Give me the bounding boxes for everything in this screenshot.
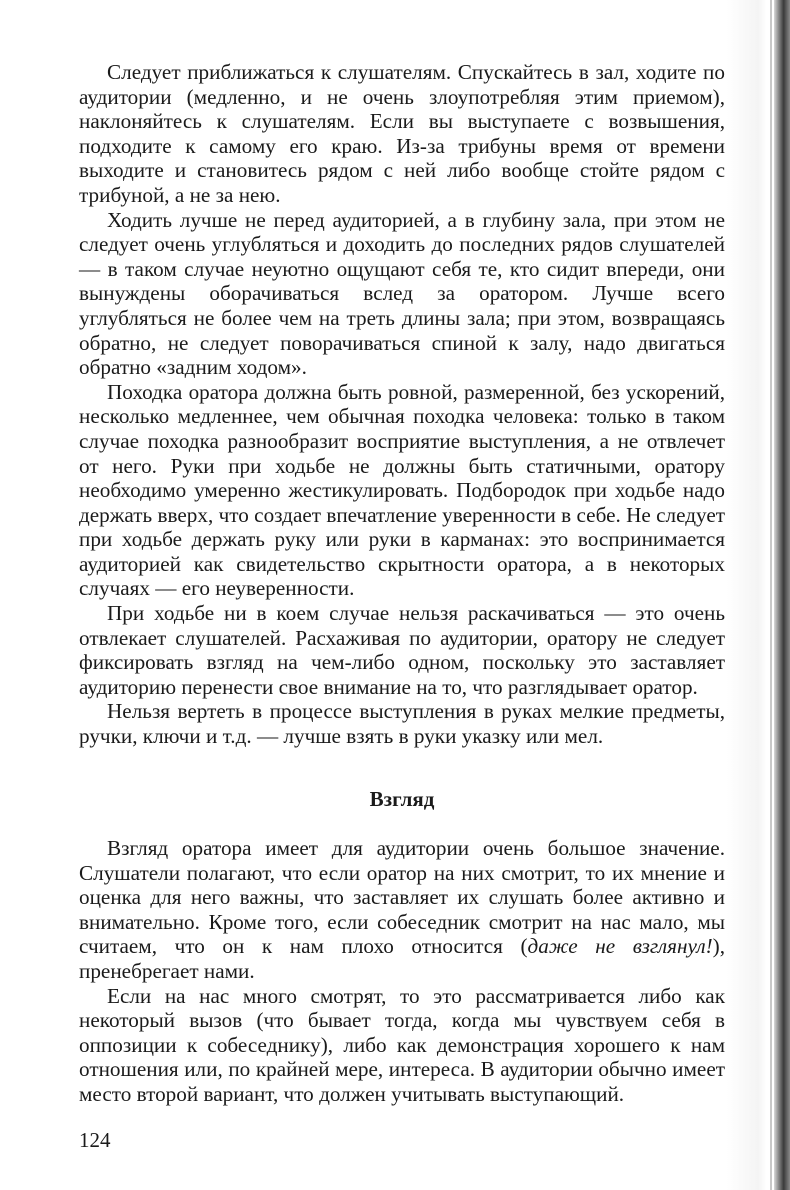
page-number: 124 [79,1128,111,1152]
section-heading: Взгляд [369,787,435,811]
body-text-section-2 [79,836,725,1107]
body-text-section-1 [79,60,725,749]
paragraph-text: Взгляд оратора имеет для аудитории очень большое значение. Слушатели полагают, что если оратор на них смотрит, то их мнение и оценка для него важны, что заставляет их слушать более активно и внимательно. Кроме того, если собеседник смотрит на нас мало, мы считаем, что он к нам плохо относится ( [79,836,725,959]
paragraph-text-tail: ), пренебрегает нами. [79,934,725,983]
paragraph: Походка оратора должна быть ровной, размеренной, без ускорений, несколько медленнее, чем обычная походка человека: только в таком случае походка разнообразит восприятие выступления, а не отвлечет от него. Руки при ходьбе не должны быть статичными, оратору необходимо умеренно жестикулировать. Подбородок при ходьбе надо держать вверх, что создает впечатление уверенности в себе. Не следует при ходьбе держать руку или руки в карманах: это воспринимается аудиторией как свидетельство скрытности оратора, а в некоторых случаях — его неуверенности. [79,379,725,601]
paragraph [79,836,725,984]
page-binding-shadow [774,0,790,1190]
page-binding-edge [770,0,772,1190]
paragraph: Если на нас много смотрят, то это рассматривается либо как некоторый вызов (что бывает тогда, когда мы чувствуем себя в оппозиции к собеседнику), либо как демонстрация хорошего к нам отношения или, по крайней мере, интереса. В аудитории обычно имеет место второй вариант, что должен учитывать выступающий. [79,983,725,1106]
paragraph: При ходьбе ни в коем случае нельзя раскачиваться — это очень отвлекает слушателей. Расхаживая по аудитории, оратору не следует фиксировать взгляд на чем-либо одном, поскольку это заставляет аудиторию перенести свое внимание на то, что разглядывает оратор. [79,601,725,699]
paragraph: Нельзя вертеть в процессе выступления в руках мелкие предметы, ручки, ключи и т.д. — лучше взять в руки указку или мел. [79,699,725,749]
paragraph: Следует приближаться к слушателям. Спускайтесь в зал, ходите по аудитории (медленно, и не очень злоупотребляя этим приемом), наклоняйтесь к слушателям. Если вы выступаете с возвышения, подходите к самому его краю. Из-за трибуны время от времени выходите и становитесь рядом с ней либо вообще стойте рядом с трибуной, а не за нею. [79,60,725,207]
paragraph: Ходить лучше не перед аудиторией, а в глубину зала, при этом не следует очень углубляться и доходить до последних рядов слушателей — в таком случае неуютно ощущают себя те, кто сидит впереди, они вынуждены оборачиваться вслед за оратором. Лучше всего углубляться не более чем на треть длины зала; при этом, возвращаясь обратно, не следует поворачиваться спиной к залу, надо двигаться обратно «задним ходом». [79,207,725,380]
italic-quote: даже не взглянул! [527,934,713,959]
